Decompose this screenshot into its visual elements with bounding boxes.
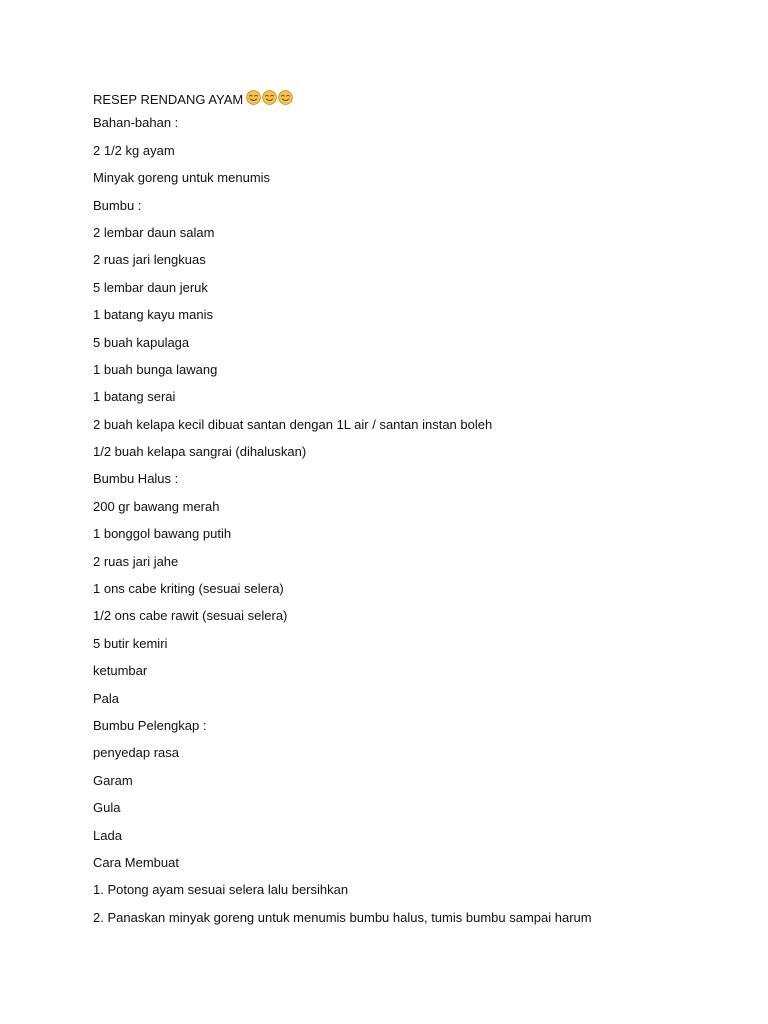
smiling-face-icon [246, 90, 261, 105]
recipe-line: 1 batang serai [93, 389, 176, 405]
recipe-line: 1 batang kayu manis [93, 307, 213, 323]
recipe-line: penyedap rasa [93, 745, 180, 761]
recipe-line: 1 ons cabe kriting (sesuai selera) [93, 581, 284, 597]
recipe-line: 5 lembar daun jeruk [93, 279, 208, 295]
smiling-face-icon [278, 90, 293, 105]
recipe-line: 5 buah kapulaga [93, 334, 190, 350]
recipe-line: 1/2 buah kelapa sangrai (dihaluskan) [93, 444, 307, 460]
recipe-line: Pala [93, 690, 120, 706]
recipe-line: 2. Panaskan minyak goreng untuk menumis bumbu halus, tumis bumbu sampai harum [93, 909, 592, 925]
document-body [93, 86, 733, 935]
recipe-line: 2 buah kelapa kecil dibuat santan dengan 1L air / santan instan boleh [93, 416, 493, 432]
recipe-line: 2 ruas jari lengkuas [93, 252, 206, 268]
recipe-line: 2 ruas jari jahe [93, 553, 179, 569]
recipe-line: 200 gr bawang merah [93, 498, 220, 514]
recipe-line: Bumbu Pelengkap : [93, 717, 207, 733]
recipe-line: 1. Potong ayam sesuai selera lalu bersihkan [93, 882, 349, 898]
smiling-face-icon [262, 90, 277, 105]
recipe-line: 1/2 ons cabe rawit (sesuai selera) [93, 608, 288, 624]
recipe-line: Bahan-bahan : [93, 115, 179, 131]
recipe-line: 2 1/2 kg ayam [93, 142, 175, 158]
recipe-line: 1 bonggol bawang putih [93, 526, 232, 542]
recipe-line: 1 buah bunga lawang [93, 361, 218, 377]
recipe-line: Gula [93, 800, 121, 816]
recipe-line: 5 butir kemiri [93, 635, 168, 651]
recipe-line: ketumbar [93, 663, 148, 679]
recipe-line: Cara Membuat [93, 854, 179, 870]
recipe-line: Garam [93, 772, 133, 788]
recipe-line: 2 lembar daun salam [93, 224, 215, 240]
title-emoji-group [246, 92, 293, 107]
recipe-line: Lada [93, 827, 122, 843]
recipe-line: Minyak goreng untuk menumis [93, 170, 271, 186]
document-title-row [93, 86, 733, 113]
document-title: RESEP RENDANG AYAM [93, 91, 244, 107]
recipe-lines [93, 113, 733, 935]
recipe-line: Bumbu Halus : [93, 471, 179, 487]
recipe-line: Bumbu : [93, 197, 142, 213]
